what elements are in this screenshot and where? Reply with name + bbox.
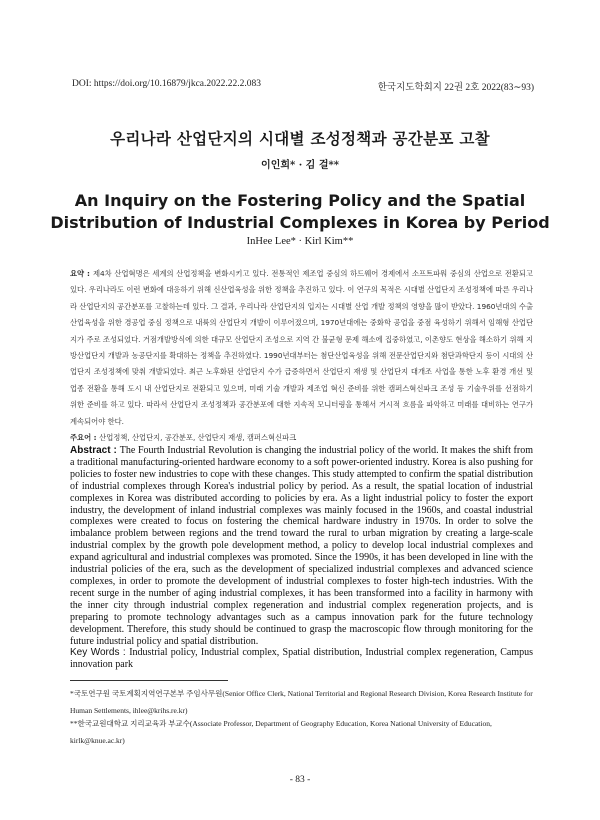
english-abstract-text: The Fourth Industrial Revolution is changing the industrial policy of the world. It makes the shift from a traditional manufacturing-oriented hardware economy to a soft power-oriented industry. Korea is also pushing for policies to foster new industries to cope with these changes. This study attempted to confirm the spatial distribution of industrial complexes through Korea's industrial policy by period. As a result, the spatial location of industrial complexes in Korea was distributed according to policies by era. As a light industrial policy to foster the export industry, the development of inland industrial complexes was mainly focused in the 1960s, and coastal industrial complexes were created to focus on fostering the chemical hardware industry in 1970s. In order to solve the imbalance problem between regions and the trend toward the rural to urban migration by creating a large-scale industrial complex by the growth pole development method, a policy to develop local industrial complexes and expand agricultural and industrial complexes was promoted. Since the 1990s, it has been developed in line with the industrial policies of the era, such as the development of specialized industrial complexes and advanced science complexes, in order to promote the development of industrial complexes to foster high-tech industries. With the recent surge in the number of aging industrial complexes, it has been transformed into a facility in harmony with the inner city through industrial complex regeneration and industrial complex regeneration projects, and is preparing to promote technology advantages such as a campus innovation park for the future technology development. Therefore, this study should be continued to grasp the macroscopic flow through monitoring for the future industrial policy and spatial distribution. [70,445,533,647]
page-number: - 83 - [289,775,311,785]
korean-abstract-label: 요약 : [70,269,93,278]
footnote-author-1: *국토연구원 국토계획지역연구본부 주임사무원(Senior Office Clerk, National Territorial and Regional Research Division, Korea Research Institute for Human Settlements, ihlee@krihs.re.kr) [70,689,533,715]
english-keywords [70,647,533,671]
english-abstract [70,445,533,671]
footnote-author-2: **한국교원대학교 지리교육과 부교수(Associate Professor, Department of Geography Education, Korea National University of Education, kirlk@knue.ac.kr) [70,719,492,745]
korean-keywords-label: 주요어 : [70,433,100,443]
english-title: An Inquiry on the Fostering Policy and the Spatial Distribution of Industrial Complexes in Korea by Period [50,191,550,232]
korean-keywords-text: 산업정책, 산업단지, 공간분포, 산업단지 재생, 캠퍼스혁신파크 [99,433,297,443]
english-abstract-label: Abstract : [70,445,120,456]
korean-title: 우리나라 산업단지의 시대별 조성정책과 공간분포 고찰 [110,129,490,148]
korean-authors: 이인희* · 김 걸** [261,160,339,171]
english-keywords-text: Industrial policy, Industrial complex, Spatial distribution, Industrial complex regeneration, Campus innovation park [70,647,534,671]
doi-text: DOI: https://doi.org/10.16879/jkca.2022.22.2.083 [72,79,262,89]
english-authors: InHee Lee* · Kirl Kim** [246,236,354,247]
english-keywords-label: Key Words : [70,647,130,659]
korean-abstract-text: 제4차 산업혁명은 세계의 산업정책을 변화시키고 있다. 전통적인 제조업 중심의 하드웨어 경제에서 소프트파워 중심의 산업으로 전환되고 있다. 우리나라도 이런 변화에 대응하기 위해 신산업육성을 위한 정책을 추진하고 있다. 이 연구의 목적은 시대별 산업단지 조성정책에 따른 우리나라 산업단지의 공간분포를 고찰하는데 있다. 그 결과, 우리나라 산업단지의 입지는 시대별 산업 개발 정책의 영향을 많이 받았다. 1960년대의 수출산업육성을 위한 경공업 중심 정책으로 내륙의 산업단지 개발이 이루어졌으며, 1970년대에는 중화학 공업을 중점 육성하기 위해서 임해형 산업단지가 주로 조성되었다. 거점개발방식에 의한 대규모 산업단지 조성으로 지역 간 불균형 문제 해소에 집중하였고, 이촌향도 현상을 해소하기 위해 지방산업단지 개발과 농공단지를 확대하는 정책을 추진하였다. 1990년대부터는 첨단산업육성을 위해 전문산업단지와 첨단과학단지 등이 시대의 산업단지 조성정책에 맞춰 개발되었다. 최근 노후화된 산업단지 수가 급증하면서 산업단지 재생 및 산업단지 대개조 사업을 통한 노후 환경 개선 및 업종 전환을 통해 도시 내 산업단지로 전환되고 있으며, 미래 기술 개발과 제조업 혁신 준비를 위한 캠퍼스혁신파크 조성 등 기술우위를 선점하기 위한 준비를 하고 있다. 따라서 산업단지 조성정책과 공간분포에 대한 지속적 모니터링을 통해서 거시적 흐름을 파악하고 미래를 대비하는 연구가 계속되어야 한다. [70,269,533,426]
footnote-divider [70,680,228,681]
korean-keywords [70,430,533,446]
journal-citation: 한국지도학회지 22권 2호 2022(83∼93) [377,83,534,93]
korean-abstract [70,266,533,446]
